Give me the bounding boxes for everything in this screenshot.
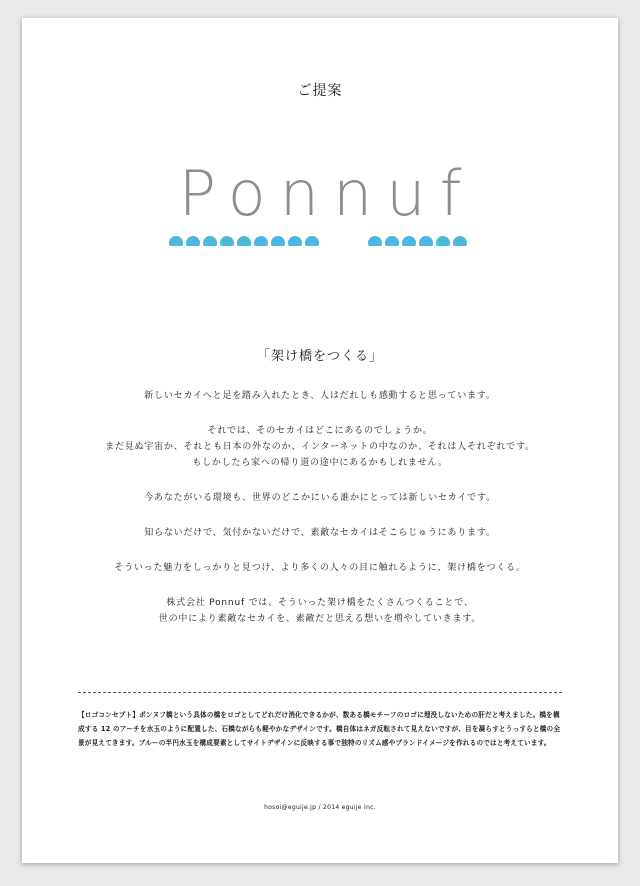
body-line: それでは、そのセカイはどこにあるのでしょうか。 xyxy=(207,426,433,436)
logo-wordmark: Ponnuf xyxy=(178,157,476,230)
arch-dot xyxy=(203,236,217,246)
body-line: 今あなたがいる環境も、世界のどこかにいる誰かにとっては新しいセカイです。 xyxy=(144,493,496,503)
footer-contact: hosoi@eguije.jp / 2014 eguije inc. xyxy=(264,804,376,811)
arch-dot xyxy=(254,236,268,246)
page-label: ご提案 xyxy=(297,83,343,99)
body-line: 知らないだけで、気付かないだけで、素敵なセカイはそこらじゅうにあります。 xyxy=(144,528,496,538)
body-line: 新しいセカイへと足を踏み入れたとき、人はだれしも感動すると思っています。 xyxy=(144,391,496,401)
arch-dot xyxy=(271,236,285,246)
arch-dot xyxy=(385,236,399,246)
arch-dot xyxy=(453,236,467,246)
arch-dot xyxy=(220,236,234,246)
arch-dot xyxy=(169,236,183,246)
proposal-body xyxy=(22,388,618,646)
proposal-page xyxy=(22,18,618,863)
body-paragraph xyxy=(22,388,618,404)
arch-dot xyxy=(368,236,382,246)
arch-dot xyxy=(237,236,251,246)
body-paragraph xyxy=(22,490,618,506)
body-paragraph xyxy=(22,595,618,627)
arch-dot xyxy=(402,236,416,246)
arch-dot xyxy=(436,236,450,246)
ponnuf-logo xyxy=(22,157,618,230)
body-line: 世の中により素敵なセカイを、素敵だと思える想いを増やしていきます。 xyxy=(158,614,482,624)
logo-arch-dots-right xyxy=(368,236,470,246)
body-line: そういった魅力をしっかりと見つけ、より多くの人々の目に触れるように、架け橋をつくる。 xyxy=(114,563,526,573)
body-paragraph xyxy=(22,525,618,541)
arch-dot xyxy=(305,236,319,246)
logo-concept-text: 【ロゴコンセプト】ポンヌフ橋という具体の橋をロゴとしてどれだけ消化できるかが、数ある橋モチーフのロゴに埋没しないための肝だと考えました。橋を構成する 12 のアーチを水玉のように配置した、石橋ながらも軽やかなデザインです。橋自体はネガ反転されて見えないですが、目を凝らすとうっすらと橋の全景が見えてきます。ブルーの半円水玉を構成要素としてサイトデザインに反映する事で独特のリズム感やブランドイメージを作れるのではと考えています。 xyxy=(78,711,561,747)
arch-dot xyxy=(419,236,433,246)
body-line: まだ見ぬ宇宙か、それとも日本の外なのか、インターネットの中なのか、それは人それぞれです。 xyxy=(105,442,535,452)
body-paragraph xyxy=(22,423,618,471)
body-paragraph xyxy=(22,560,618,576)
body-line: 株式会社 Ponnuf では、そういった架け橋をたくさんつくることで、 xyxy=(166,598,474,608)
arch-dot xyxy=(288,236,302,246)
section-heading: 「架け橋をつくる」 xyxy=(256,349,383,364)
logo-arch-dots-left xyxy=(169,236,322,246)
body-line: もしかしたら家への帰り道の途中にあるかもしれません。 xyxy=(192,458,448,468)
arch-dot xyxy=(186,236,200,246)
dashed-divider xyxy=(78,692,562,693)
